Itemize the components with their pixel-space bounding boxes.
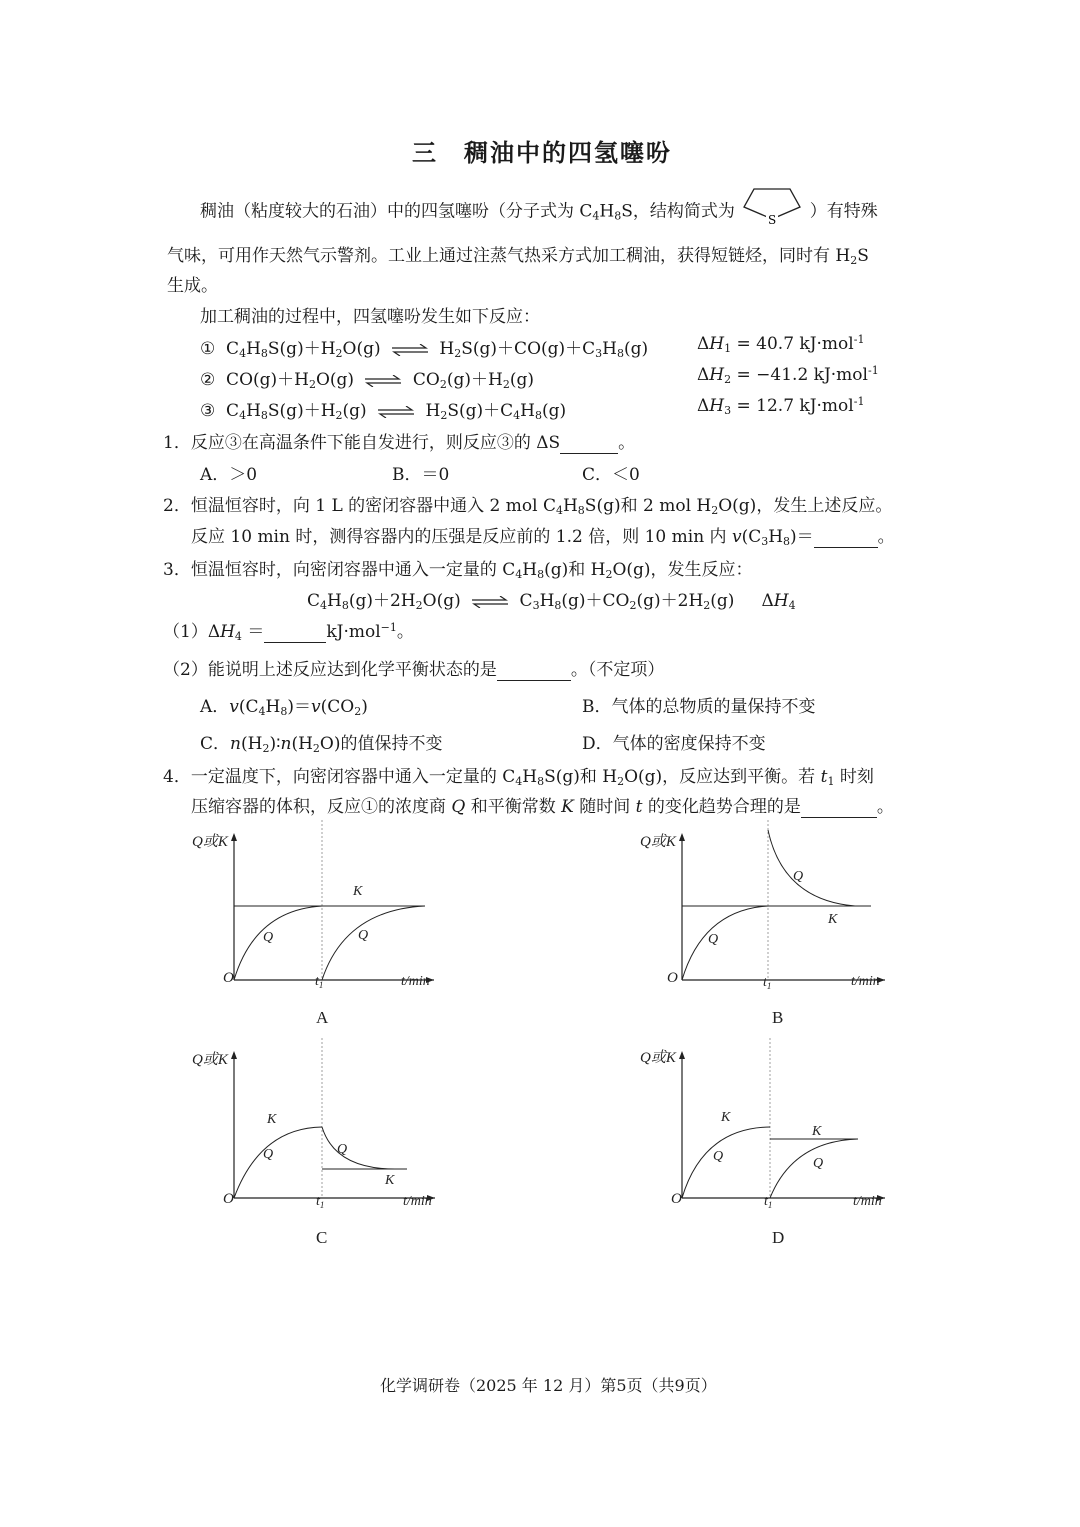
origin-label: O	[667, 970, 678, 986]
q-label: Q	[263, 930, 274, 945]
q-label: Q	[813, 1156, 824, 1171]
k-label: K	[721, 1110, 731, 1125]
q3-sub-1: $(1)\Delta H_4 = kJ\cdot mol^{-1}$。	[163, 621, 414, 643]
equilibrium-arrow-icon	[376, 406, 416, 418]
y-axis-label: Q或K	[640, 1050, 676, 1066]
t1-label: $t_1$	[764, 1194, 773, 1210]
x-axis-label: t/min	[853, 1194, 882, 1209]
x-axis-label: t/min	[403, 1194, 432, 1209]
graph-c-caption: C	[316, 1228, 328, 1247]
q3-option-a: A．$v(C_4H_8)=v(CO_2)$	[200, 697, 368, 718]
intro-line-1: 稠油（粘度较大的石油）中的四氢噻吩（分子式为 $C_4H_8S$，结构简式为 S ）有特殊	[200, 191, 878, 233]
y-axis-label: Q或K	[640, 834, 676, 850]
dh3: $\Delta H_3 = 12.7$ kJ·mol$^{-1}$	[697, 395, 865, 417]
x-axis-label: t/min	[401, 974, 430, 989]
k-label: K	[812, 1124, 822, 1139]
intro-line-4: 加工稠油的过程中，四氢噻吩发生如下反应：	[200, 307, 540, 327]
q2-answer-blank[interactable]	[814, 527, 878, 548]
k-label: K	[828, 912, 838, 927]
equilibrium-arrow-icon	[390, 344, 430, 356]
graph-b-caption: B	[772, 1008, 784, 1027]
q3-equation: $C_4H_8(g)+2H_2O(g)$ $C_3H_8(g)+CO_2(g)+2H_2(g)$ $\Delta H_4$	[307, 591, 796, 612]
k-label: K	[385, 1173, 395, 1188]
q3-2-answer-blank[interactable]	[497, 660, 571, 681]
q3-1-answer-blank[interactable]	[264, 622, 326, 643]
intro-line-3: 生成。	[167, 276, 218, 296]
q2-line-1: 2．恒温恒容时，向 1 L 的密闭容器中通入 2 mol $C_4H_8S(g)$和 2 mol $H_2O(g)$，发生上述反应。	[163, 496, 893, 517]
k-label: K	[353, 884, 363, 899]
dh1: $\Delta H_1 = 40.7$ kJ·mol$^{-1}$	[697, 333, 865, 355]
graph-c	[185, 1033, 455, 1263]
dh2: $\Delta H_2 = -41.2$ kJ·mol$^{-1}$	[697, 364, 879, 386]
t1-label: $t_1$	[315, 974, 324, 990]
q3-option-c: C．$n(H_2)∶n(H_2O)$的值保持不变	[200, 734, 443, 755]
q-label: Q	[263, 1147, 274, 1162]
origin-label: O	[671, 1191, 682, 1207]
origin-label: O	[223, 1191, 234, 1207]
equilibrium-arrow-icon	[363, 375, 403, 387]
graph-b	[633, 815, 903, 1045]
q-label: Q	[793, 869, 804, 884]
origin-label: O	[223, 970, 234, 986]
q1-answer-blank[interactable]	[560, 433, 618, 454]
q3-sub-2: （2）能说明上述反应达到化学平衡状态的是 。（不定项）	[163, 660, 665, 680]
q4-line-1: 4．一定温度下，向密闭容器中通入一定量的 $C_4H_8S(g)$和 $H_2O(g)$，反应达到平衡。若 $t_1$ 时刻	[163, 767, 874, 788]
q1-option-a: A．＞0	[200, 465, 258, 485]
y-axis-label: Q或K	[192, 834, 228, 850]
graph-a	[185, 815, 455, 1045]
k-label: K	[267, 1112, 277, 1127]
q1-stem: 1．反应③在高温条件下能自发进行，则反应③的 ΔS 。	[163, 433, 636, 453]
q4-line-2: 压缩容器的体积，反应①的浓度商 Q 和平衡常数 K 随时间 t 的变化趋势合理的是 。	[191, 797, 894, 817]
reaction-3: ③ $C_4H_8S(g)+H_2(g)$ $H_2S(g)+C_4H_8(g)$	[200, 401, 567, 422]
q-label: Q	[713, 1149, 724, 1164]
q3-option-d: D．气体的密度保持不变	[582, 734, 766, 754]
t1-label: $t_1$	[763, 975, 772, 991]
t1-label: $t_1$	[316, 1194, 325, 1210]
x-axis-label: t/min	[851, 974, 880, 989]
q2-line-2: 反应 10 min 时，测得容器内的压强是反应前的 1.2 倍，则 10 min 内 $v(C_3H_8)=$ 。	[191, 527, 895, 548]
page-footer: 化学调研卷（2025 年 12 月）第5页（共9页）	[380, 1376, 717, 1395]
graph-d	[633, 1033, 903, 1263]
tetrahydrothiophene-ring-icon	[740, 191, 804, 233]
q1-option-b: B．＝0	[392, 465, 450, 485]
y-axis-label: Q或K	[192, 1052, 228, 1068]
equilibrium-arrow-icon	[470, 596, 510, 608]
graph-a-caption: A	[316, 1008, 329, 1027]
q-label: Q	[337, 1142, 348, 1157]
reaction-2: ② $CO(g)+H_2O(g)$ $CO_2(g)+H_2(g)$	[200, 370, 534, 391]
q1-option-c: C．＜0	[582, 465, 640, 485]
reaction-1: ① $C_4H_8S(g)+H_2O(g)$ $H_2S(g)+CO(g)+C_3H_8(g)$	[200, 339, 649, 360]
intro-line-2: 气味，可用作天然气示警剂。工业上通过注蒸气热采方式加工稠油，获得短链烃，同时有 $H_2S$	[167, 246, 869, 267]
section-title: 三 稠油中的四氢噻吩	[412, 138, 672, 167]
ring-atom-label: S	[768, 213, 777, 225]
q3-option-b: B．气体的总物质的量保持不变	[582, 697, 816, 717]
q-label: Q	[708, 932, 719, 947]
graph-d-caption: D	[772, 1228, 785, 1247]
q3-line-1: 3．恒温恒容时，向密闭容器中通入一定量的 $C_4H_8(g)$和 $H_2O(g)$，发生反应：	[163, 560, 753, 581]
q-label: Q	[358, 928, 369, 943]
